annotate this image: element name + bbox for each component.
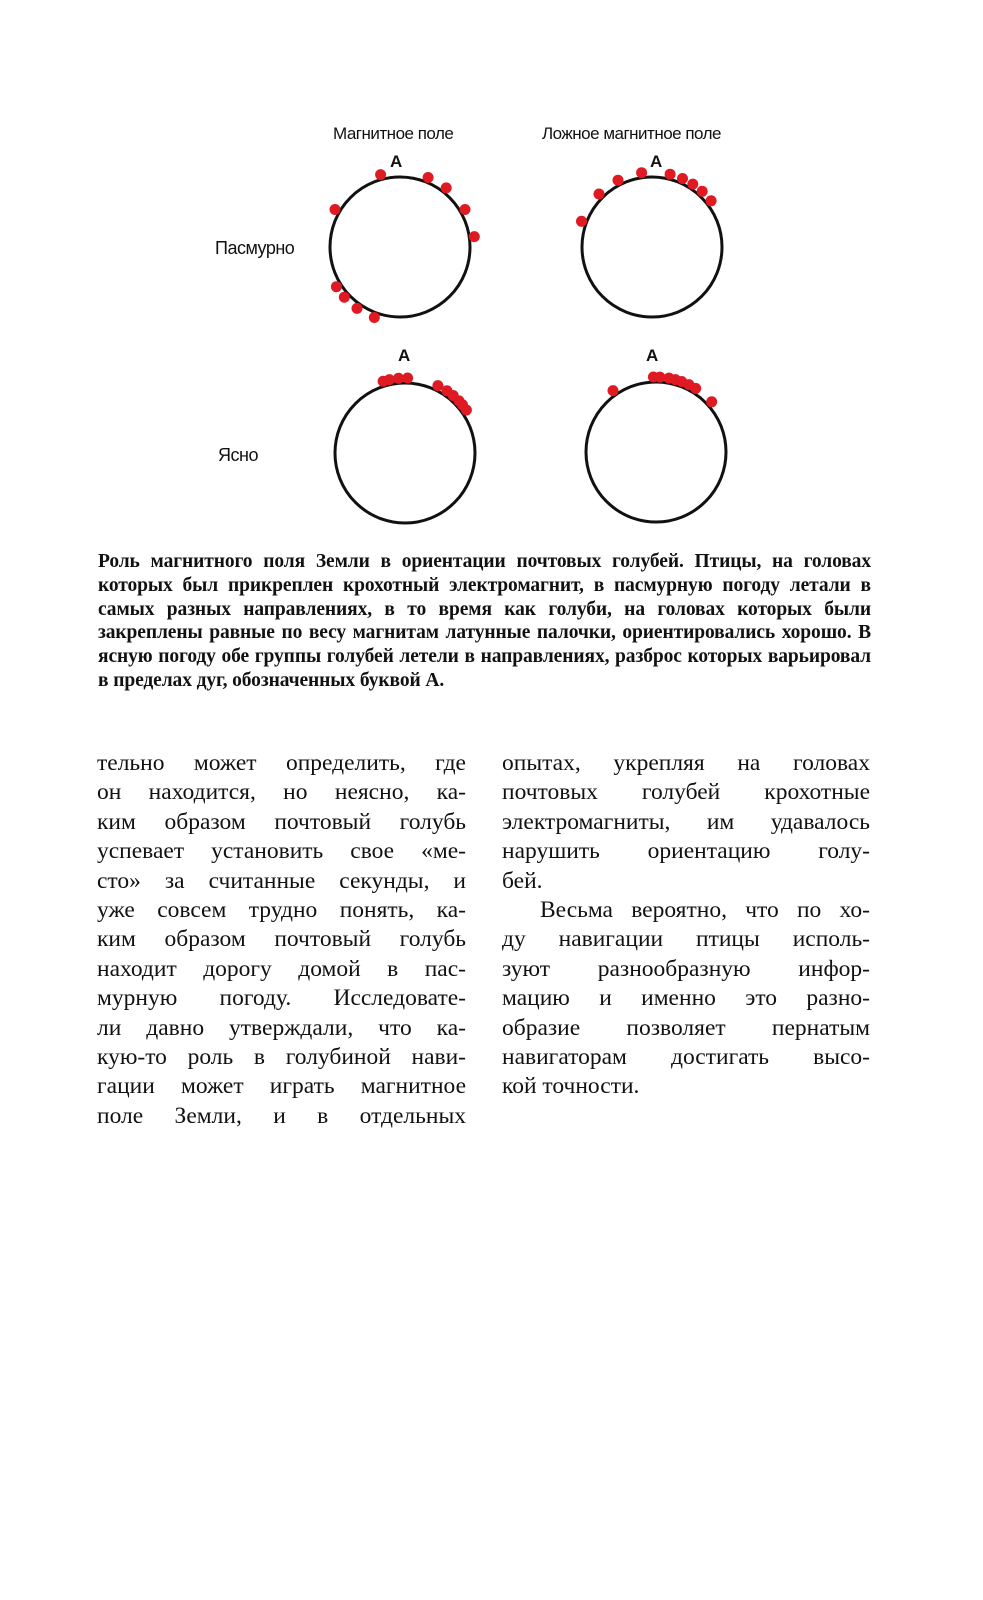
text-line: зуют разнообразную инфор-	[502, 955, 870, 982]
figure-caption: Роль магнитного поля Земли в ориентации почтовых голубей. Птицы, на головах которых был прикреплен крохотный электромагнит, в пасмурную погоду летали в самых разных направлениях, в то время как голуби, на головах которых были закреплены равные по весу магнитам латунные палочки, ориентировались хорошо. В ясную погоду обе группы голубей летели в направлениях, разброс которых варьировал в пределах дуг, обозначенных буквой А.	[98, 551, 871, 691]
pigeon-bearing-dot	[687, 179, 698, 190]
column-header-magnetic-field: Магнитное поле	[333, 124, 454, 143]
pigeon-orientation-figure	[0, 0, 983, 545]
text-line: навигаторам достигать высо-	[502, 1044, 870, 1071]
pigeon-bearing-dot	[613, 175, 624, 186]
pigeon-bearing-dot	[706, 396, 717, 407]
arc-letter-a: A	[650, 152, 663, 171]
pigeon-bearing-dot	[697, 186, 708, 197]
text-line: образие позволяет пернатым	[502, 1014, 870, 1041]
text-line: электромагниты, им удавалось	[502, 808, 870, 835]
body-column-right	[502, 749, 870, 1102]
pigeon-bearing-dot	[331, 281, 342, 292]
pigeon-bearing-dot	[690, 383, 701, 394]
row-label-clear: Ясно	[218, 445, 258, 465]
text-line: кой точности.	[502, 1073, 640, 1100]
orientation-circle	[335, 383, 475, 523]
text-line: находит дорогу домой в пас-	[97, 955, 466, 982]
pigeon-bearing-dot	[375, 169, 386, 180]
text-line: гации может играть магнитное	[97, 1073, 466, 1100]
pigeon-bearing-dot	[665, 169, 676, 180]
text-line: ким образом почтовый голубь	[97, 926, 466, 953]
orientation-circle	[586, 382, 726, 522]
pigeon-bearing-dot	[460, 204, 471, 215]
text-line: сто» за считанные секунды, и	[97, 867, 466, 894]
text-line: он находится, но неясно, ка-	[97, 779, 466, 806]
pigeon-bearing-dot	[423, 172, 434, 183]
pigeon-bearing-dot	[461, 405, 472, 416]
text-line: ду навигации птицы исполь-	[502, 926, 870, 953]
pigeon-bearing-dot	[339, 292, 350, 303]
arc-letter-a: A	[398, 346, 411, 365]
text-line: успевает установить свое «ме-	[97, 838, 466, 865]
pigeon-bearing-dot	[706, 195, 717, 206]
text-line: мацию и именно это разно-	[502, 985, 870, 1012]
pigeon-bearing-dot	[576, 216, 587, 227]
pigeon-bearing-dot	[608, 385, 619, 396]
text-line: Весьма вероятно, что по хо-	[540, 897, 870, 924]
arc-letter-a: A	[646, 346, 659, 365]
row-label-overcast: Пасмурно	[215, 238, 295, 258]
pigeon-bearing-dot	[636, 167, 647, 178]
text-line: ли давно утверждали, что ка-	[97, 1014, 466, 1041]
pigeon-bearing-dot	[330, 204, 341, 215]
pigeon-bearing-dot	[469, 231, 480, 242]
orientation-diagram	[0, 0, 983, 545]
pigeon-bearing-dot	[677, 173, 688, 184]
orientation-circle	[582, 177, 722, 317]
pigeon-bearing-dot	[402, 373, 413, 384]
orientation-circle	[330, 177, 470, 317]
text-line: бей.	[502, 867, 543, 894]
text-line: почтовых голубей крохотные	[502, 779, 870, 806]
arc-letter-a: A	[390, 152, 403, 171]
text-line: мурную погоду. Исследовате-	[97, 985, 466, 1012]
column-header-false-magnetic-field: Ложное магнитное поле	[542, 124, 722, 143]
text-line: опытах, укрепляя на головах	[502, 750, 870, 776]
pigeon-bearing-dot	[594, 189, 605, 200]
pigeon-bearing-dot	[352, 303, 363, 314]
body-column-left	[97, 749, 466, 1131]
text-line: нарушить ориентацию голу-	[502, 838, 870, 865]
pigeon-bearing-dot	[369, 312, 380, 323]
text-line: уже совсем трудно понять, ка-	[97, 897, 466, 924]
text-line: поле Земли, и в отдельных	[97, 1102, 466, 1129]
text-line: тельно может определить, где	[97, 750, 466, 776]
text-line: ким образом почтовый голубь	[97, 808, 466, 835]
pigeon-bearing-dot	[441, 182, 452, 193]
text-line: кую-то роль в голубиной нави-	[97, 1044, 466, 1071]
